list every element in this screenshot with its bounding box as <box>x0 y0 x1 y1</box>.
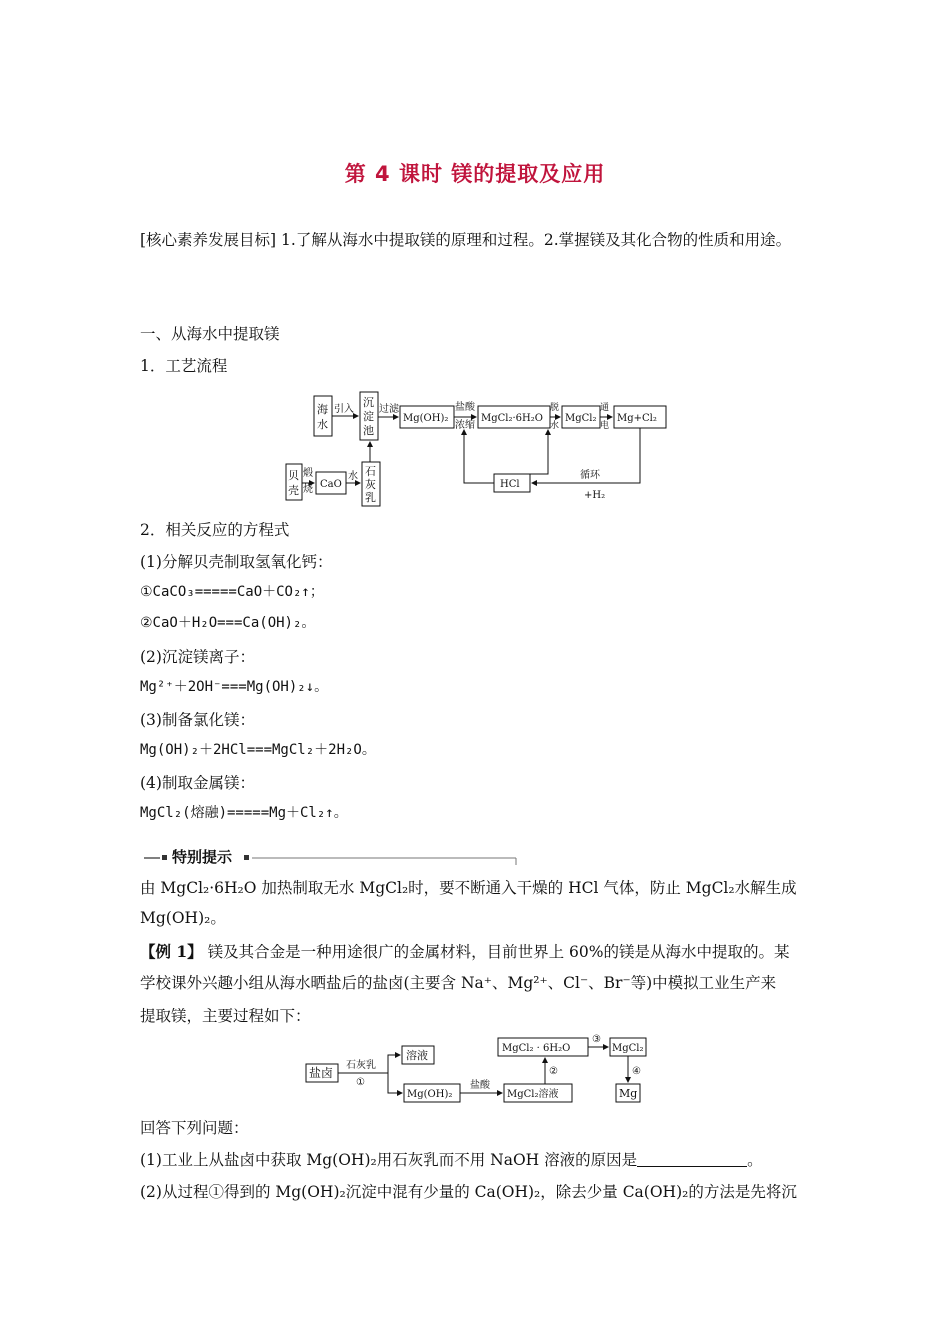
reaction-1a: ①CaCO₃=====CaO＋CO₂↑； <box>140 584 324 600</box>
reaction-2-title: (2)沉淀镁离子： <box>140 648 255 666</box>
example-line-2: 学校课外兴趣小组从海水晒盐后的盐卤(主要含 Na⁺、Mg²⁺、Cl⁻、Br⁻等)中模拟工业生产来 <box>140 974 777 992</box>
goals-text: 1.了解从海水中提取镁的原理和过程。2.掌握镁及其化合物的性质和用途。 <box>276 231 792 249</box>
flow1-filter: 过滤 <box>379 404 399 415</box>
flow2-solution: 溶液 <box>406 1049 428 1062</box>
flow1-seawater-1: 海 <box>317 403 328 416</box>
example-line-1 <box>140 940 790 962</box>
page-title: 第 4 课时 镁的提取及应用 <box>344 162 606 186</box>
flow1-mgcl2: MgCl₂ <box>565 413 597 424</box>
flow2-step2: ② <box>549 1066 558 1077</box>
flow2-mg: Mg <box>619 1087 638 1100</box>
flow1-tank-1: 沉 <box>363 396 374 409</box>
example-label: 【例 1】 <box>140 942 203 961</box>
question-1 <box>140 1148 763 1170</box>
question-2: (2)从过程①得到的 Mg(OH)₂沉淀中混有少量的 Ca(OH)₂，除去少量 Ca(OH)₂的方法是先将沉 <box>140 1183 797 1201</box>
flow1-tank-2: 淀 <box>363 410 374 423</box>
flow2-step3: ③ <box>592 1034 601 1045</box>
question-1-end: 。 <box>747 1151 763 1169</box>
flow1-shell-1: 贝 <box>288 469 299 482</box>
tip-label: 特别提示 <box>172 848 233 866</box>
reaction-1-title: (1)分解贝壳制取氢氧化钙： <box>140 553 333 571</box>
flow1-lime-2: 灰 <box>365 478 376 491</box>
flow2-hydrate: MgCl₂ · 6H₂O <box>502 1043 571 1054</box>
questions-intro: 回答下列问题： <box>140 1119 249 1137</box>
flow1-hcl-2: 浓缩 <box>455 420 475 431</box>
section-heading: 一、从海水中提取镁 <box>140 325 280 343</box>
core-goals <box>140 226 820 255</box>
flow1-hydrate: MgCl₂·6H₂O <box>481 413 543 424</box>
flow2-step1: ① <box>356 1077 365 1088</box>
flow1-mgoh2: Mg(OH)₂ <box>403 413 449 424</box>
reaction-3-title: (3)制备氯化镁： <box>140 711 255 729</box>
flow2-mgoh2: Mg(OH)₂ <box>407 1089 453 1100</box>
flow1-h2: +H₂ <box>584 490 606 501</box>
flow2-mgcl2: MgCl₂ <box>612 1043 644 1054</box>
reaction-2: Mg²⁺＋2OH⁻===Mg(OH)₂↓。 <box>140 679 329 695</box>
subheading-reactions: 2．相关反应的方程式 <box>140 521 290 539</box>
answer-blank-1[interactable] <box>637 1152 747 1167</box>
reaction-1b: ②CaO＋H₂O===Ca(OH)₂。 <box>140 615 316 631</box>
flow1-introduce: 引入 <box>334 404 354 415</box>
flow2-brine: 盐卤 <box>309 1066 334 1080</box>
reaction-3: Mg(OH)₂＋2HCl===MgCl₂＋2H₂O。 <box>140 742 376 758</box>
flow1-water: 水 <box>348 471 358 482</box>
flow1-hcl-1: 盐酸 <box>455 402 475 413</box>
example-text-1: 镁及其合金是一种用途很广的金属材料，目前世界上 60%的镁是从海水中提取的。某 <box>202 943 790 961</box>
flow2-lime: 石灰乳 <box>346 1060 376 1071</box>
flow1-hcl: HCl <box>500 479 520 490</box>
reaction-4-title: (4)制取金属镁： <box>140 774 255 792</box>
question-1-text: (1)工业上从盐卤中获取 Mg(OH)₂用石灰乳而不用 NaOH 溶液的原因是 <box>140 1151 638 1169</box>
flow1-lime-3: 乳 <box>365 491 376 504</box>
tip-line-2: Mg(OH)₂。 <box>140 909 226 927</box>
flow1-electro-2: 电 <box>600 421 610 431</box>
flow2-step4: ④ <box>632 1066 641 1077</box>
flow1-calcine-1: 煅 <box>303 468 313 479</box>
subheading-process-flow: 1．工艺流程 <box>140 357 228 375</box>
flow1-tank-3: 池 <box>363 424 374 437</box>
flow1-calcine-2: 烧 <box>303 484 313 495</box>
flow2-mgcl2-solution: MgCl₂溶液 <box>507 1089 559 1100</box>
flow1-product: Mg+Cl₂ <box>617 413 657 424</box>
reaction-4: MgCl₂(熔融)=====Mg＋Cl₂↑。 <box>140 805 348 821</box>
flow1-electro-1: 通 <box>600 403 610 413</box>
flow1-seawater-2: 水 <box>317 418 328 431</box>
extraction-flow-diagram <box>280 388 680 508</box>
flow1-cao: CaO <box>320 479 342 490</box>
flow1-dehydrate-1: 脱 <box>550 403 560 413</box>
flow1-dehydrate-2: 水 <box>550 421 560 431</box>
flow1-lime-1: 石 <box>365 465 376 478</box>
tip-line-1: 由 MgCl₂·6H₂O 加热制取无水 MgCl₂时，要不断通入干燥的 HCl 气体，防止 MgCl₂水解生成 <box>140 879 797 897</box>
example-line-3: 提取镁，主要过程如下： <box>140 1007 311 1025</box>
flow2-hcl: 盐酸 <box>470 1080 490 1091</box>
goals-label: [核心素养发展目标] <box>140 231 277 249</box>
example-flow-diagram <box>300 1030 660 1106</box>
flow1-cycle: 循环 <box>580 470 600 481</box>
flow1-shell-2: 壳 <box>288 484 299 497</box>
